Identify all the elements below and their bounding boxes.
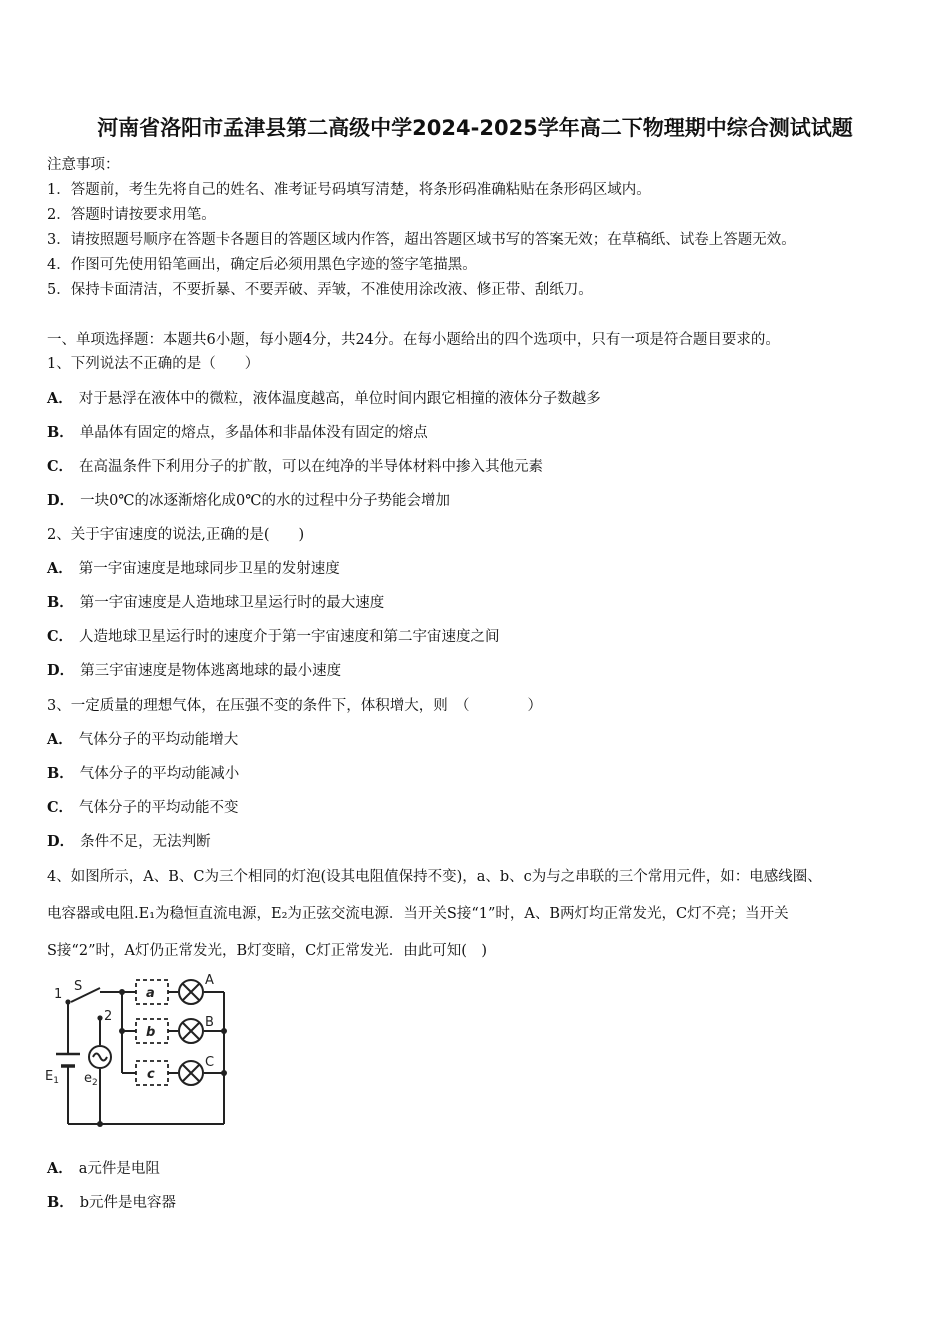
lamp-c-label: C xyxy=(205,1055,215,1070)
question-4-stem-line-2: 电容器或电阻.E₁为稳恒直流电源，E₂为正弦交流电源．当开关S接“1”时，A、B两灯均正常发光，C灯不亮；当开关 xyxy=(47,906,789,922)
notice-item-5: 5．保持卡面清洁，不要折暴、不要弄破、弄皱，不准使用涂改液、修正带、刮纸刀。 xyxy=(47,282,593,298)
element-c-label: c xyxy=(147,1067,155,1082)
contact-2-label: 2 xyxy=(104,1009,113,1024)
question-1-option-a: A． 对于悬浮在液体中的微粒，液体温度越高，单位时间内跟它相撞的液体分子数越多 xyxy=(47,390,601,407)
question-2-option-c: C． 人造地球卫星运行时的速度介于第一宇宙速度和第二宇宙速度之间 xyxy=(47,628,500,645)
source-e1-label: $E_1$ xyxy=(45,1069,59,1086)
question-4-option-b: B． b元件是电容器 xyxy=(47,1194,177,1211)
lamp-a-label: A xyxy=(205,973,214,988)
notice-item-1: 1．答题前，考生先将自己的姓名、准考证号码填写清楚，将条形码准确粘贴在条形码区域内。 xyxy=(47,182,651,198)
lamp-b-label: B xyxy=(205,1015,214,1030)
question-4-stem-line-3: S接“2”时，A灯仍正常发光，B灯变暗，C灯正常发光．由此可知( ) xyxy=(47,943,488,959)
question-4-option-a: A． a元件是电阻 xyxy=(47,1160,160,1177)
question-2-option-b: B． 第一宇宙速度是人造地球卫星运行时的最大速度 xyxy=(47,594,385,611)
contact-1-label: 1 xyxy=(54,987,63,1002)
circuit-diagram xyxy=(42,968,242,1130)
notice-item-2: 2．答题时请按要求用笔。 xyxy=(47,207,216,223)
question-2-stem: 2、关于宇宙速度的说法,正确的是( ) xyxy=(47,527,305,543)
question-3-option-d: D． 条件不足，无法判断 xyxy=(47,833,211,850)
element-b-label: b xyxy=(146,1025,156,1040)
question-1-stem: 1、下列说法不正确的是（ ） xyxy=(47,356,260,372)
question-2-option-a: A． 第一宇宙速度是地球同步卫星的发射速度 xyxy=(47,560,340,577)
question-1-option-d: D． 一块0℃的冰逐渐熔化成0℃的水的过程中分子势能会增加 xyxy=(47,492,450,509)
notice-heading: 注意事项： xyxy=(47,157,120,173)
question-2-option-d: D． 第三宇宙速度是物体逃离地球的最小速度 xyxy=(47,662,342,679)
question-4-stem-line-1: 4、如图所示，A、B、C为三个相同的灯泡(设其电阻值保持不变)，a、b、c为与之串联的三个常用元件，如：电感线圈、 xyxy=(47,869,822,885)
page-title: 河南省洛阳市孟津县第二高级中学2024-2025学年高二下物理期中综合测试试题 xyxy=(97,116,853,140)
question-3-stem: 3、一定质量的理想气体，在压强不变的条件下，体积增大，则 （ ） xyxy=(47,698,542,714)
source-e2-label: $e_2$ xyxy=(84,1071,98,1088)
notice-item-3: 3．请按照题号顺序在答题卡各题目的答题区域内作答，超出答题区域书写的答案无效；在草稿纸、试卷上答题无效。 xyxy=(47,232,796,248)
element-a-label: a xyxy=(146,986,155,1001)
question-3-option-b: B． 气体分子的平均动能减小 xyxy=(47,765,240,782)
question-3-option-a: A． 气体分子的平均动能增大 xyxy=(47,731,239,748)
question-1-option-c: C． 在高温条件下利用分子的扩散，可以在纯净的半导体材料中掺入其他元素 xyxy=(47,458,544,475)
switch-label: S xyxy=(74,979,83,994)
question-3-option-c: C． 气体分子的平均动能不变 xyxy=(47,799,239,816)
notice-item-4: 4．作图可先使用铅笔画出，确定后必须用黑色字迹的签字笔描黑。 xyxy=(47,257,477,273)
question-1-option-b: B． 单晶体有固定的熔点，多晶体和非晶体没有固定的熔点 xyxy=(47,424,428,441)
section-heading: 一、单项选择题：本题共6小题，每小题4分，共24分。在每小题给出的四个选项中，只有一项是符合题目要求的。 xyxy=(47,332,780,348)
